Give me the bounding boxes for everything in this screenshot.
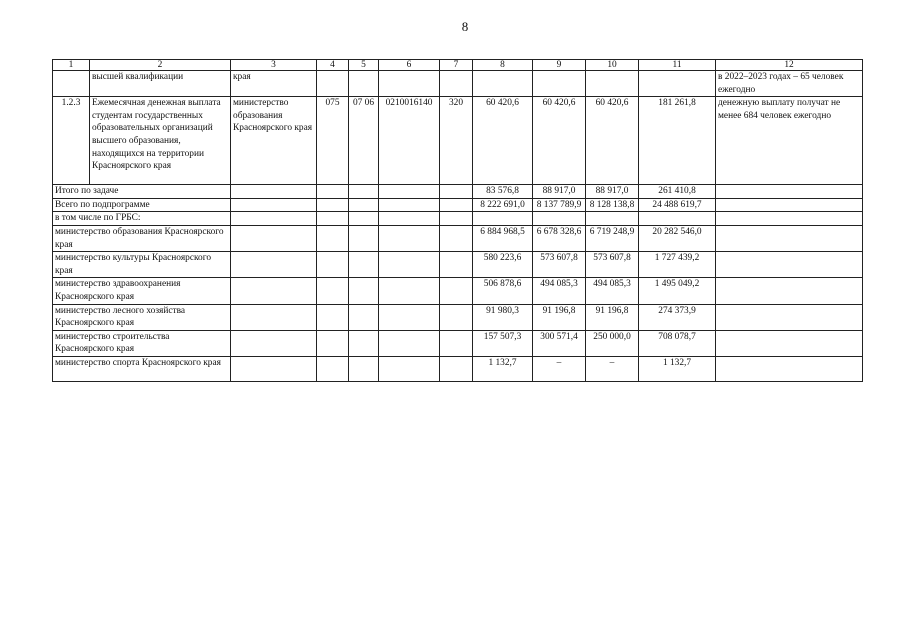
column-number: 12 — [716, 60, 863, 71]
amount-cell — [379, 225, 440, 251]
table-cell — [533, 71, 586, 97]
amount-cell: 494 085,3 — [533, 278, 586, 304]
amount-cell — [231, 212, 317, 226]
table-cell: министерство образования Красноярского края — [231, 97, 317, 185]
amount-cell: 20 282 546,0 — [639, 225, 716, 251]
amount-cell — [716, 330, 863, 356]
column-number: 7 — [440, 60, 473, 71]
amount-cell — [317, 252, 349, 278]
amount-cell — [379, 185, 440, 199]
amount-cell — [716, 278, 863, 304]
amount-cell — [440, 198, 473, 212]
table-cell: 0210016140 — [379, 97, 440, 185]
amount-cell — [716, 185, 863, 199]
amount-cell: 83 576,8 — [473, 185, 533, 199]
column-number: 6 — [379, 60, 440, 71]
amount-cell — [317, 278, 349, 304]
table-row — [53, 198, 863, 212]
amount-cell: 6 719 248,9 — [586, 225, 639, 251]
table-row — [53, 278, 863, 304]
amount-cell: 8 128 138,8 — [586, 198, 639, 212]
amount-cell — [379, 212, 440, 226]
amount-cell: 1 132,7 — [639, 356, 716, 381]
amount-cell — [440, 356, 473, 381]
table-row — [53, 225, 863, 251]
amount-cell: 1 495 049,2 — [639, 278, 716, 304]
amount-cell — [231, 198, 317, 212]
amount-cell: 1 727 439,2 — [639, 252, 716, 278]
column-number: 5 — [349, 60, 379, 71]
amount-cell: 6 678 328,6 — [533, 225, 586, 251]
table-cell: края — [231, 71, 317, 97]
summary-label: в том числе по ГРБС: — [53, 212, 231, 226]
amount-cell — [716, 198, 863, 212]
amount-cell: 1 132,7 — [473, 356, 533, 381]
amount-cell — [349, 185, 379, 199]
summary-label: министерство лесного хозяйства Красноярского края — [53, 304, 231, 330]
amount-cell — [379, 330, 440, 356]
table-row — [53, 185, 863, 199]
amount-cell — [716, 212, 863, 226]
amount-cell — [231, 225, 317, 251]
amount-cell: 261 410,8 — [639, 185, 716, 199]
amount-cell — [317, 330, 349, 356]
table-cell: 60 420,6 — [473, 97, 533, 185]
column-number: 9 — [533, 60, 586, 71]
amount-cell — [379, 356, 440, 381]
amount-cell — [440, 278, 473, 304]
table-row — [53, 252, 863, 278]
table-row — [53, 97, 863, 185]
amount-cell — [317, 225, 349, 251]
column-number: 8 — [473, 60, 533, 71]
amount-cell — [440, 225, 473, 251]
column-number: 3 — [231, 60, 317, 71]
amount-cell — [349, 304, 379, 330]
amount-cell — [317, 198, 349, 212]
summary-label: министерство образования Красноярского края — [53, 225, 231, 251]
summary-label: министерство строительства Красноярского края — [53, 330, 231, 356]
amount-cell — [716, 356, 863, 381]
amount-cell: 573 607,8 — [533, 252, 586, 278]
table-row — [53, 212, 863, 226]
table-row — [53, 330, 863, 356]
amount-cell — [349, 212, 379, 226]
table-cell — [586, 71, 639, 97]
amount-cell — [716, 252, 863, 278]
amount-cell — [317, 304, 349, 330]
table-cell: 320 — [440, 97, 473, 185]
column-number: 4 — [317, 60, 349, 71]
table-cell: Ежемесячная денежная выплата студентам государственных образовательных организаций высшего образования, находящихся на территории Красноярского края — [90, 97, 231, 185]
amount-cell — [440, 330, 473, 356]
amount-cell: 494 085,3 — [586, 278, 639, 304]
table-cell: 07 06 — [349, 97, 379, 185]
table-row — [53, 356, 863, 381]
amount-cell: 91 980,3 — [473, 304, 533, 330]
amount-cell — [231, 330, 317, 356]
table-body — [53, 60, 863, 382]
amount-cell — [440, 185, 473, 199]
amount-cell — [379, 304, 440, 330]
amount-cell — [349, 198, 379, 212]
table-cell: 60 420,6 — [586, 97, 639, 185]
amount-cell — [379, 252, 440, 278]
amount-cell — [349, 330, 379, 356]
amount-cell: 157 507,3 — [473, 330, 533, 356]
amount-cell: 8 222 691,0 — [473, 198, 533, 212]
amount-cell — [716, 225, 863, 251]
amount-cell — [231, 304, 317, 330]
table-cell: высшей квалификации — [90, 71, 231, 97]
amount-cell — [440, 304, 473, 330]
table-cell: 075 — [317, 97, 349, 185]
table-cell: 60 420,6 — [533, 97, 586, 185]
summary-label: министерство здравоохранения Красноярского края — [53, 278, 231, 304]
amount-cell — [349, 356, 379, 381]
amount-cell: 91 196,8 — [533, 304, 586, 330]
amount-cell: 274 373,9 — [639, 304, 716, 330]
table-cell — [317, 71, 349, 97]
column-number: 11 — [639, 60, 716, 71]
amount-cell: 88 917,0 — [586, 185, 639, 199]
table-cell: 181 261,8 — [639, 97, 716, 185]
amount-cell — [317, 212, 349, 226]
amount-cell: 580 223,6 — [473, 252, 533, 278]
amount-cell: – — [586, 356, 639, 381]
table-cell — [349, 71, 379, 97]
amount-cell — [349, 278, 379, 304]
amount-cell — [231, 356, 317, 381]
amount-cell — [533, 212, 586, 226]
amount-cell — [317, 185, 349, 199]
amount-cell — [639, 212, 716, 226]
summary-label: министерство спорта Красноярского края — [53, 356, 231, 381]
amount-cell: 8 137 789,9 — [533, 198, 586, 212]
budget-table — [52, 59, 863, 382]
summary-label: министерство культуры Красноярского края — [53, 252, 231, 278]
table-cell — [473, 71, 533, 97]
amount-cell: 6 884 968,5 — [473, 225, 533, 251]
amount-cell: 300 571,4 — [533, 330, 586, 356]
row-code-cell — [53, 71, 90, 97]
table-cell: денежную выплату получат не менее 684 человек ежегодно — [716, 97, 863, 185]
amount-cell: 91 196,8 — [586, 304, 639, 330]
amount-cell — [317, 356, 349, 381]
amount-cell — [231, 278, 317, 304]
table-cell — [440, 71, 473, 97]
amount-cell: 250 000,0 — [586, 330, 639, 356]
table-row — [53, 304, 863, 330]
row-code-cell: 1.2.3 — [53, 97, 90, 185]
amount-cell: 708 078,7 — [639, 330, 716, 356]
column-number: 1 — [53, 60, 90, 71]
table-row — [53, 71, 863, 97]
amount-cell: 573 607,8 — [586, 252, 639, 278]
amount-cell — [716, 304, 863, 330]
amount-cell — [349, 252, 379, 278]
column-number-row — [53, 60, 863, 71]
summary-label: Итого по задаче — [53, 185, 231, 199]
amount-cell: 506 878,6 — [473, 278, 533, 304]
amount-cell — [473, 212, 533, 226]
amount-cell — [349, 225, 379, 251]
column-number: 10 — [586, 60, 639, 71]
table-cell: в 2022–2023 годах – 65 человек ежегодно — [716, 71, 863, 97]
amount-cell — [440, 252, 473, 278]
page-number: 8 — [461, 19, 469, 34]
amount-cell — [586, 212, 639, 226]
amount-cell: 88 917,0 — [533, 185, 586, 199]
amount-cell — [231, 185, 317, 199]
table-cell — [379, 71, 440, 97]
amount-cell — [440, 212, 473, 226]
amount-cell — [379, 278, 440, 304]
amount-cell — [231, 252, 317, 278]
summary-label: Всего по подпрограмме — [53, 198, 231, 212]
amount-cell: – — [533, 356, 586, 381]
table-cell — [639, 71, 716, 97]
column-number: 2 — [90, 60, 231, 71]
amount-cell — [379, 198, 440, 212]
amount-cell: 24 488 619,7 — [639, 198, 716, 212]
